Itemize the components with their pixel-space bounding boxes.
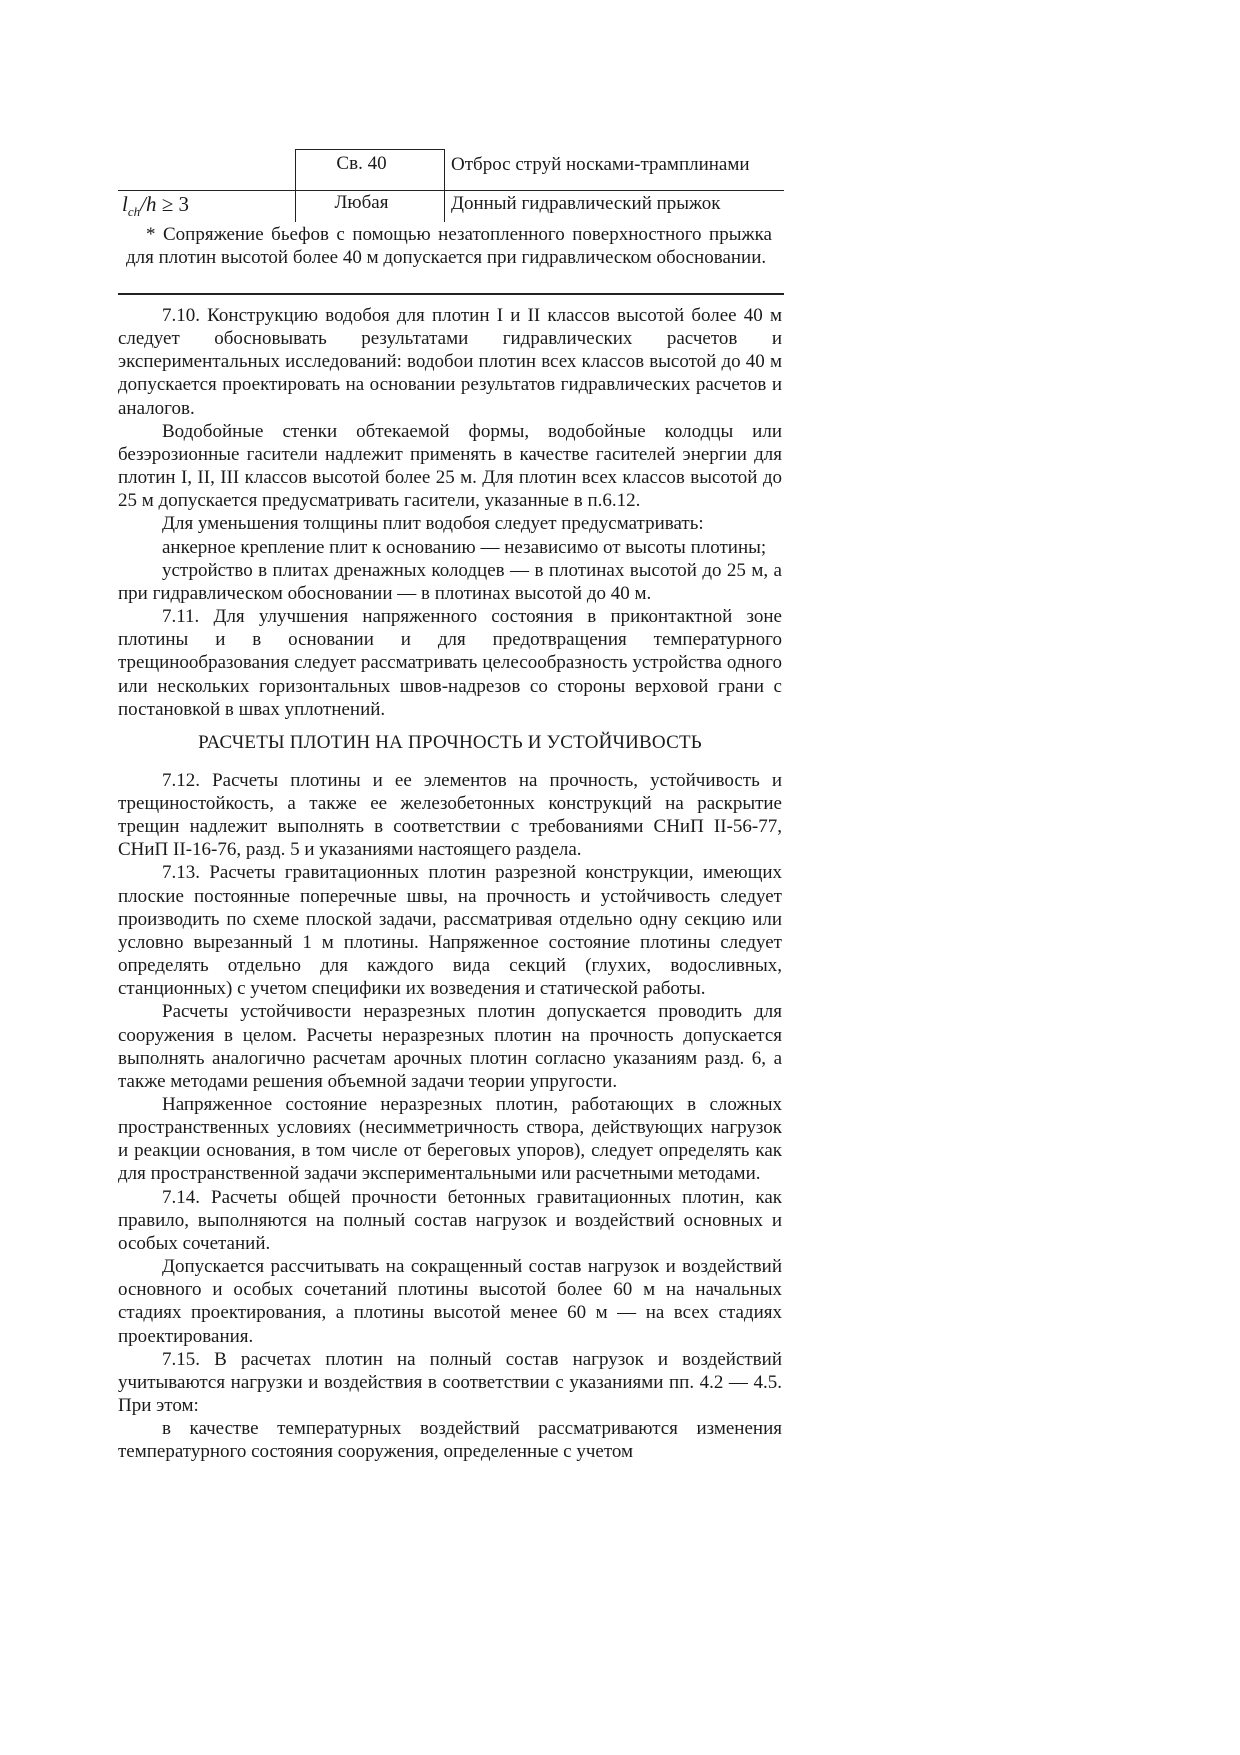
table-cell: Св. 40 xyxy=(336,153,387,174)
formula-condition: ≥ 3 xyxy=(156,192,189,216)
paragraph: 7.15. В расчетах плотин на полный состав нагрузок и воздействий учитываются нагрузки и воздействия в соответствии с указаниями пп. 4.2 — 4.5. При этом: xyxy=(118,1348,782,1417)
table-cell: Отброс струй носками-трамплинами xyxy=(451,154,750,175)
paragraph: в качестве температурных воздействий рассматриваются изменения температурного состояния сооружения, определенные с учетом xyxy=(118,1418,782,1463)
table-fragment xyxy=(118,149,784,294)
table-divider xyxy=(295,149,444,150)
paragraph: Напряженное состояние неразрезных плотин, работающих в сложных пространственных условиях (несимметричность створа, действующих нагрузок и реакции основания, в том числе от береговых упоров), следует определять как для пространственной задачи экспериментальными или расчетными методами. xyxy=(118,1094,782,1185)
table-cell: Любая xyxy=(334,192,389,213)
table-cell: Донный гидравлический прыжок xyxy=(451,193,721,214)
list-paragraph: устройство в плитах дренажных колодцев — в плотинах высотой до 25 м, а при гидравлическом обосновании — в плотинах высотой до 40 м. xyxy=(118,559,782,604)
paragraph: Расчеты устойчивости неразрезных плотин допускается проводить для сооружения в целом. Расчеты неразрезных плотин на прочность допускается выполнять аналогично расчетам арочных плотин согласно указаниям разд. 6, а также методами решения объемной задачи теории упругости. xyxy=(118,1001,782,1092)
formula-variable: l xyxy=(122,192,128,216)
paragraph: 7.14. Расчеты общей прочности бетонных гравитационных плотин, как правило, выполняются на полный состав нагрузок и воздействий основных и особых сочетаний. xyxy=(118,1186,782,1254)
formula-cell xyxy=(122,193,189,223)
section-heading: РАСЧЕТЫ ПЛОТИН НА ПРОЧНОСТЬ И УСТОЙЧИВОСТЬ xyxy=(198,731,702,753)
paragraph: Для уменьшения толщины плит водобоя следует предусматривать: xyxy=(162,513,704,535)
formula-variable: /h xyxy=(140,192,157,216)
table-divider xyxy=(118,190,784,191)
paragraph: 7.11. Для улучшения напряженного состояния в приконтактной зоне плотины и в основании и для предотвращения температурного трещинообразования следует рассматривать целесообразность устройства одного или нескольких горизонтальных швов-надрезов со стороны верховой грани с постановкой в швах уплотнений. xyxy=(118,606,782,720)
table-footnote xyxy=(126,223,772,269)
paragraph: 7.10. Конструкцию водобоя для плотин I и II классов высотой более 40 м следует обосновывать результатами гидравлических расчетов и экспериментальных исследований: водобои плотин всех классов высотой до 40 м допускается проектировать на основании результатов гидравлических расчетов и аналогов. xyxy=(118,305,782,419)
paragraph: Допускается рассчитывать на сокращенный состав нагрузок и воздействий основного и особых сочетаний плотины высотой более 60 м на начальных стадиях проектирования, а плотины высотой менее 60 м — на всех стадиях проектирования. xyxy=(118,1256,782,1347)
table-divider xyxy=(118,293,784,295)
table-divider xyxy=(444,149,445,222)
paragraph: Водобойные стенки обтекаемой формы, водобойные колодцы или безэрозионные гасители надлежит применять в качестве гасителей энергии для плотин I, II, III классов высотой более 25 м. Для плотин всех классов высотой до 25 м допускается предусматривать гасители, указанные в п.6.12. xyxy=(118,420,782,512)
paragraph: 7.13. Расчеты гравитационных плотин разрезной конструкции, имеющих плоские постоянные поперечные швы, на прочность и устойчивость следует производить по схеме плоской задачи, рассматривая отдельно одну секцию или условно вырезанный 1 м плотины. Напряженное состояние плотины следует определять отдельно для каждого вида секций (глухих, водосливных, станционных) с учетом специфики их возведения и статической работы. xyxy=(118,862,782,1000)
footnote-text: * Сопряжение бьефов с помощью незатопленного поверхностного прыжка для плотин высотой более 40 м допускается при гидравлическом обосновании. xyxy=(126,224,772,268)
formula-subscript: ch xyxy=(127,204,141,220)
paragraph: 7.12. Расчеты плотины и ее элементов на прочность, устойчивость и трещиностойкость, а также ее железобетонных конструкций на раскрытие трещин надлежит выполнять в соответствии с требованиями СНиП II-56-77, СНиП II-16-76, разд. 5 и указаниями настоящего раздела. xyxy=(118,769,782,861)
document-body xyxy=(118,304,782,1464)
list-paragraph: анкерное крепление плит к основанию — независимо от высоты плотины; xyxy=(162,536,767,558)
